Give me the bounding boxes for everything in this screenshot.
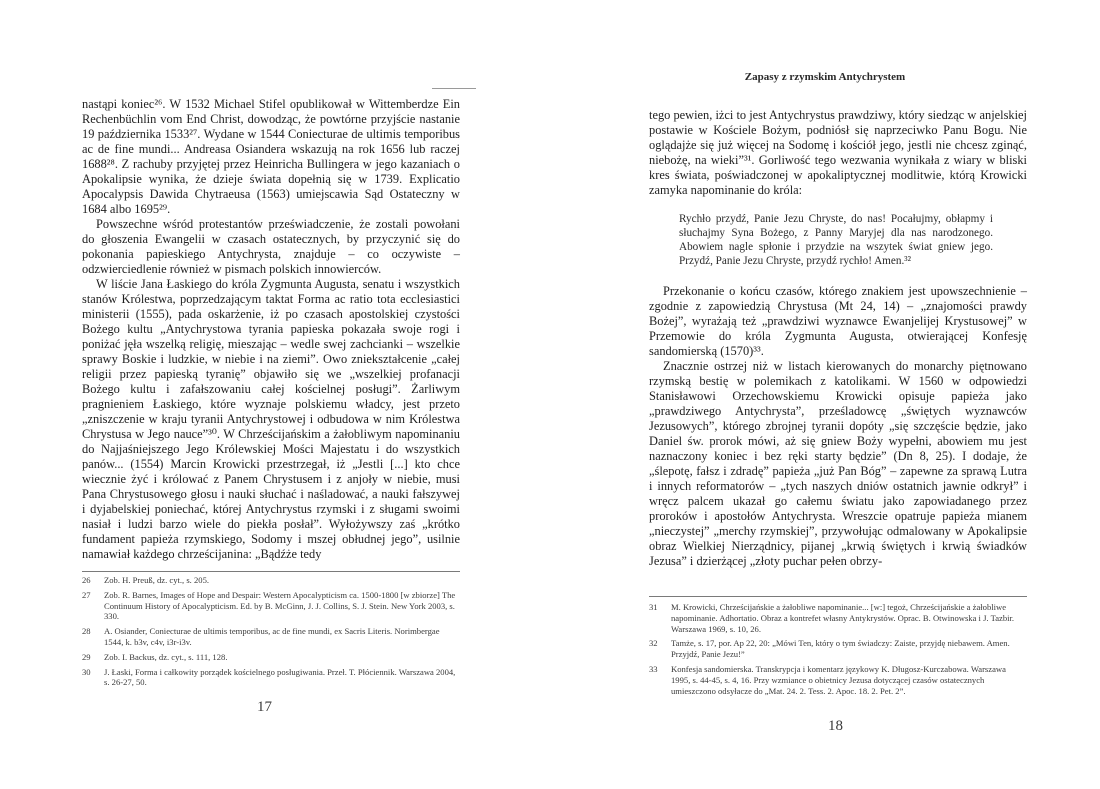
right-footnotes <box>649 602 1027 700</box>
footnote-text: Zob. H. Preuß, dz. cyt., s. 205. <box>104 575 210 585</box>
footnote-text: Konfesja sandomierska. Transkrypcja i komentarz językowy K. Długosz-Kurczabowa. Warszawa 1995, s. 44-45, s. 4, 16. Przy wzmiance o obietnicy Jezusa dotyczącej czasów ostatecznych umieszczono odsyłacze do „Mat. 24. 2. Tess. 2. Apoc. 18. 2. Pet. 2”. <box>671 663 1006 696</box>
header-rule <box>432 88 476 89</box>
body-paragraph: W liście Jana Łaskiego do króla Zygmunta Augusta, senatu i wszystkich stanów Królestwa, poprzedzającym taktat Forma ac ratio tota ecclesiastici ministerii (1555), pada oskarżenie, iż po czasach apostolskiej czystości Bożego kultu „Antychrystowa tyrania papieska pokazała swoje rogi i poniżać jęła wszelką religię, mieszając – wedle swej zachcianki – wszelkie sprawy Boskie i ludzkie, w niebie i na ziemi”. Owo zniekształcenie „całej religii przez papieską tyranię” objawiło się we „wszelkiej profanacji Bożego kultu i zafałszowaniu całej kościelnej posługi”. Żarliwym pragnieniem Łaskiego, które wyznaje polskiemu władcy, jest przeto „zniszczenie w kraju tyranii Antychrystowej i odbudowa w nim Królestwa Chrystusa w Jego nauce”³⁰. W Chrześcijańskim a żałobliwym napominaniu do Najjaśniejszego Jego Królewskiej Mości Majestatu i do wszystkich panów... (1554) Marcin Krowicki przestrzegał, iż „Jestli [...] kto chce wiecznie żyć i królować z Panem Chrystusem i z anjoły w niebie, musi Pana Chrystusowego głosu i nauki słuchać i naśladować, a nauki fałszywej i dyjabelskiej poniechać, której Antychrystus rzymski i z sługami swoimi nasiał i ludzi barzo wiele do piekła posłał”. Wyłożywszy zaś „krótko fundament papieża rzymskiego, Sodomy i mszej obłudnej jego”, usilnie namawiał każdego chrześcijanina: „Bądźże tedy <box>82 277 460 561</box>
footnote <box>649 664 1027 696</box>
footnote-number: 31 <box>649 602 658 612</box>
right-page-body <box>649 108 1027 569</box>
footnote-text: M. Krowicki, Chrześcijańskie a żałobliwe napominanie... [w:] tegoż, Chrześcijańskie a żałobliwe napominanie. Adhortatio. Obraz a kontrefet własny Antykrystów. Oprac. B. Otwinowska i J. Tazbir. Warszawa 1969, s. 10, 26. <box>671 602 1015 634</box>
footnote <box>82 575 460 586</box>
footnote <box>82 667 460 689</box>
footnote-number: 33 <box>649 663 658 674</box>
footnote-number: 30 <box>82 666 91 677</box>
body-paragraph: Przekonanie o końcu czasów, którego znakiem jest upowszechnienie – zgodnie z zapowiedzią Chrystusa (Mt 24, 14) – „znajomości prawdy Bożej”, wyrażają też „prawdziwi wyznawce Ewanjelijej Krystusowej” w Przemowie do króla Zygmunta Augusta, otwierającej Konfesję sandomierską (1570)³³. <box>649 284 1027 358</box>
footnote <box>649 602 1027 634</box>
footnote-number: 29 <box>82 651 91 662</box>
footnote-text: Zob. I. Backus, dz. cyt., s. 111, 128. <box>104 651 228 662</box>
footnote-text: Zob. R. Barnes, Images of Hope and Despair: Western Apocalypticism ca. 1500-1800 [w zbiorze] The Continuum History of Apocalypticism. Ed. by B. McGinn, J. J. Collins, S. J. Stein. New York 2003, s. 330. <box>104 589 456 622</box>
footnote-text: Tamże, s. 17, por. Ap 22, 20: „Mówi Ten, który o tym świadczy: Zaiste, przyjdę niebawem. Amen. Przyjdź, Panie Jezu!” <box>671 638 1010 660</box>
footnote-rule <box>82 571 460 572</box>
footnote <box>82 590 460 622</box>
footnote-number: 28 <box>82 626 91 637</box>
footnote-text: J. Łaski, Forma i całkowity porządek kościelnego posługiwania. Przeł. T. Płóciennik. Warszawa 2004, s. 26-27, 50. <box>104 666 456 688</box>
footnote <box>82 626 460 648</box>
footnote <box>82 652 460 663</box>
block-quote: Rychło przydź, Panie Jezu Chryste, do nas! Pocałujmy, obłapmy i słuchajmy Syna Bożego, z Panny Maryjej dla nas narodzonego. Abowiem nagle spłonie i przydzie na wszytek świat gniew jego. Przydź, Panie Jezu Chryste, przydź rychło! Amen.³² <box>679 213 993 267</box>
right-page <box>550 0 1100 789</box>
left-page-body <box>82 97 460 562</box>
body-paragraph: Znacznie ostrzej niż w listach kierowanych do monarchy piętnowano rzymską bestię w polemikach z katolikami. W 1560 w odpowiedzi Stanisławowi Orzechowskiemu Krowicki opisuje papieża jako „prawdziwego Antychrysta”, prześladowcę „świętych wyznawców Jezusowych”, którego zbrojnej tyranii dopóty „się szczęście będzie, jako Daniel św. prorok mówi, aż się gniew Boży wypełni, abowiem mu jest naznaczony koniec i bez ręki starty będzie” (Dn 8, 25). I dodaje, że „ślepotę, fałsz i zdradę” papieża „już Pan Bóg” – zapewne za sprawą Lutra i innych reformatorów – „tych naszych dniów ostatnich jawnie odkrył” i wręcz palcem ukazał go całemu światu jako zapowiadanego przez proroków i apostołów Antychrysta. Wreszcie opatruje papieża mianem „nieczystej” „merchy rzymskiej”, przywołując odmalowany w Apokalipsie obraz Wielkiej Nierządnicy, pijanej „krwią świętych i krwią świadków Jezusa” i dzierżącej „złoty puchar pełen obrzy- <box>649 359 1027 568</box>
footnote <box>649 638 1027 660</box>
footnote-number: 32 <box>649 638 658 649</box>
footnote-number: 26 <box>82 575 91 585</box>
left-footnotes <box>82 575 460 692</box>
running-head: Zapasy z rzymskim Antychrystem <box>744 71 906 83</box>
body-paragraph: Powszechne wśród protestantów przeświadczenie, że zostali powołani do głoszenia Ewangelii w czasach ostatecznych, by przyczynić się do pokonania papieskiego Antychrysta, znajduje – co oczywiste – odzwierciedlenie również w pismach polskich innowierców. <box>82 217 460 276</box>
footnote-text: A. Osiander, Coniecturae de ultimis temporibus, ac de fine mundi, ex Sacris Literis. Norimbergae 1544, k. b3v, c4v, i3r-i3v. <box>104 626 440 647</box>
page-number: 17 <box>257 699 272 715</box>
footnote-number: 27 <box>82 589 91 600</box>
page-number: 18 <box>828 718 843 734</box>
footnote-rule <box>649 596 1027 597</box>
body-paragraph: tego pewien, iżci to jest Antychrystus prawdziwy, który siedząc w anjelskiej postawie w Kościele Bożym, podniósł się naprzeciwko Panu Bogu. Nie oglądajże się już więcej na Sodomę i kościół jego, jestli nie chcesz zginąć, niebożę, na wieki”³¹. Gorliwość tego wezwania wynikała z wiary w bliski kres świata, poświadczonej w apokaliptycznej modlitwie, którą Krowicki zamyka napominanie do króla: <box>649 108 1027 197</box>
body-paragraph: nastąpi koniec²⁶. W 1532 Michael Stifel opublikował w Wittemberdze Ein Rechenbüchlin vom End Christ, dowodząc, że powtórne przyjście nastanie 19 października 1533²⁷. Wydane w 1544 Coniecturae de ultimis temporibus ac de fine mundi... Andreasa Osiandera wskazują na rok 1656 lub raczej 1688²⁸. Z rachuby przyjętej przez Heinricha Bullingera w jego kazaniach o Apokalipsie wynika, że dzieje świata dopełnią się w 1739. Explicatio Apocalypsis Dawida Chytraeusa (1563) umiejscawia Sąd Ostateczny w 1684 albo 1695²⁹. <box>82 97 460 216</box>
